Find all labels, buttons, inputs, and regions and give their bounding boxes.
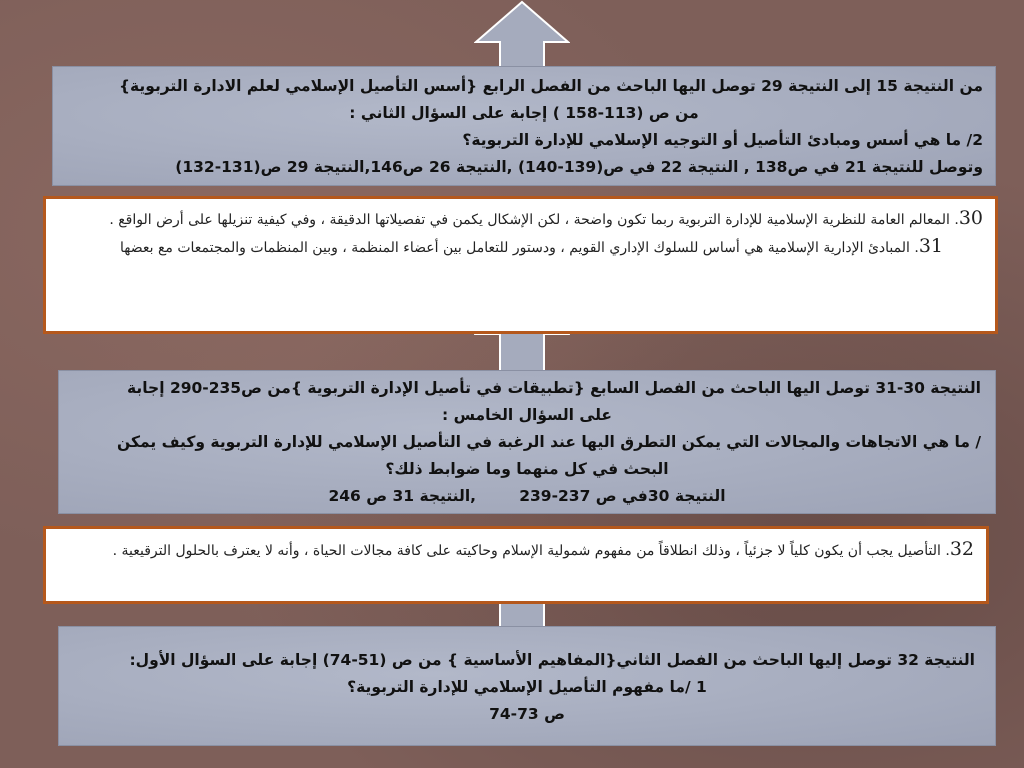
box3-line-5: النتيجة 30في ص 237-239 ,النتيجة 31 ص 246: [328, 487, 726, 505]
box1-line-2: من ص (113-158 ) إجابة على السؤال الثاني :: [349, 104, 699, 122]
box3-line-2: على السؤال الخامس :: [441, 406, 612, 424]
result-box-chapter-7: [58, 370, 996, 514]
box5-line-2: 1 /ما مفهوم التأصيل الإسلامي للإدارة التربوية؟: [347, 678, 707, 696]
finding-30: [58, 205, 983, 233]
finding-32-number: 32: [949, 538, 974, 560]
result-box-chapter-4: [52, 66, 996, 186]
box3-line-1: النتيجة 30-31 توصل اليها الباحث من الفصل السابع {تطبيقات في تأصيل الإدارة التربوية }من ص235-290 إجابة: [127, 379, 981, 397]
result-box-chapter-2: [58, 626, 996, 746]
finding-31-number: 31: [918, 235, 943, 257]
finding-30-number: 30: [958, 207, 983, 229]
box1-line-1: من النتيجة 15 إلى النتيجة 29 توصل اليها الباحث من الفصل الرابع {أسس التأصيل الإسلامي لعلم الادارة التربوية}: [118, 77, 983, 95]
finding-30-text: . المعالم العامة للنظرية الإسلامية للإدارة التربوية ربما تكون واضحة ، لكن الإشكال يكمن في تفصيلاتها الدقيقة ، وفي كيفية تنزيلها على أرض الواقع .: [109, 212, 959, 228]
finding-31-text: . المبادئ الإدارية الإسلامية هي أساس للسلوك الإداري القويم ، ودستور للتعامل بين أعضاء المنظمة ، وبين المنظمات والمجتمعات مع بعضها: [119, 240, 919, 256]
box1-line-4: وتوصل للنتيجة 21 في ص138 , النتيجة 22 في ص(139-140) ,النتيجة 26 ص146,النتيجة 29 ص(131-132): [175, 158, 983, 176]
finding-31: [58, 233, 983, 261]
finding-32-text: . التأصيل يجب أن يكون كلياً لا جزئياً ، وذلك انطلاقاً من مفهوم شمولية الإسلام وحاكيته على كافة مجالات الحياة ، وأنه لا يعترف بالحلول الترقيعية .: [112, 543, 950, 559]
box3-line-3: / ما هي الاتجاهات والمجالات التي يمكن التطرق اليها عند الرغبة في التأصيل الإسلامي للإدارة التربوية وكيف يمكن: [117, 433, 981, 451]
box5-line-1: النتيجة 32 توصل إليها الباحث من الفصل الثاني{المفاهيم الأساسية } من ص (51-74) إجابة على السؤال الأول:: [129, 651, 975, 669]
box3-line-4: البحث في كل منهما وما ضوابط ذلك؟: [385, 460, 669, 478]
box5-line-3: ص 73-74: [489, 705, 565, 723]
box1-line-3: 2/ ما هي أسس ومبادئ التأصيل أو التوجيه الإسلامي للإدارة التربوية؟: [462, 131, 983, 149]
up-arrow-top: [474, 0, 570, 70]
findings-box-30-31: [43, 196, 998, 334]
findings-box-32: [43, 526, 989, 604]
